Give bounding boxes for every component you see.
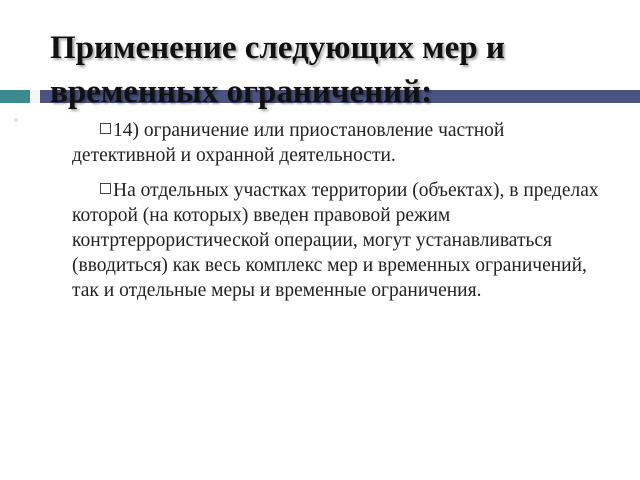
bullet-item bbox=[72, 118, 612, 168]
slide-body bbox=[72, 118, 612, 313]
square-bullet-icon bbox=[100, 183, 111, 194]
square-bullet-icon bbox=[100, 123, 111, 134]
bullet-text: На отдельных участках территории (объектах), в пределах которой (на которых) введен правовой режим контртеррористической операции, могут устанавливаться (вводиться) как весь комплекс мер и временных ограничений, так и отдельные меры и временные ограничения. bbox=[72, 180, 599, 301]
title-band-gap bbox=[31, 90, 40, 103]
slide-title: Применение следующих мер и временных ограничений: bbox=[50, 30, 505, 110]
bullet-text: 14) ограничение или приостановление частной детективной и охранной деятельности. bbox=[72, 120, 505, 166]
bullet-item bbox=[72, 178, 612, 303]
title-band-accent-left bbox=[0, 90, 30, 103]
decorative-dot bbox=[14, 118, 18, 122]
